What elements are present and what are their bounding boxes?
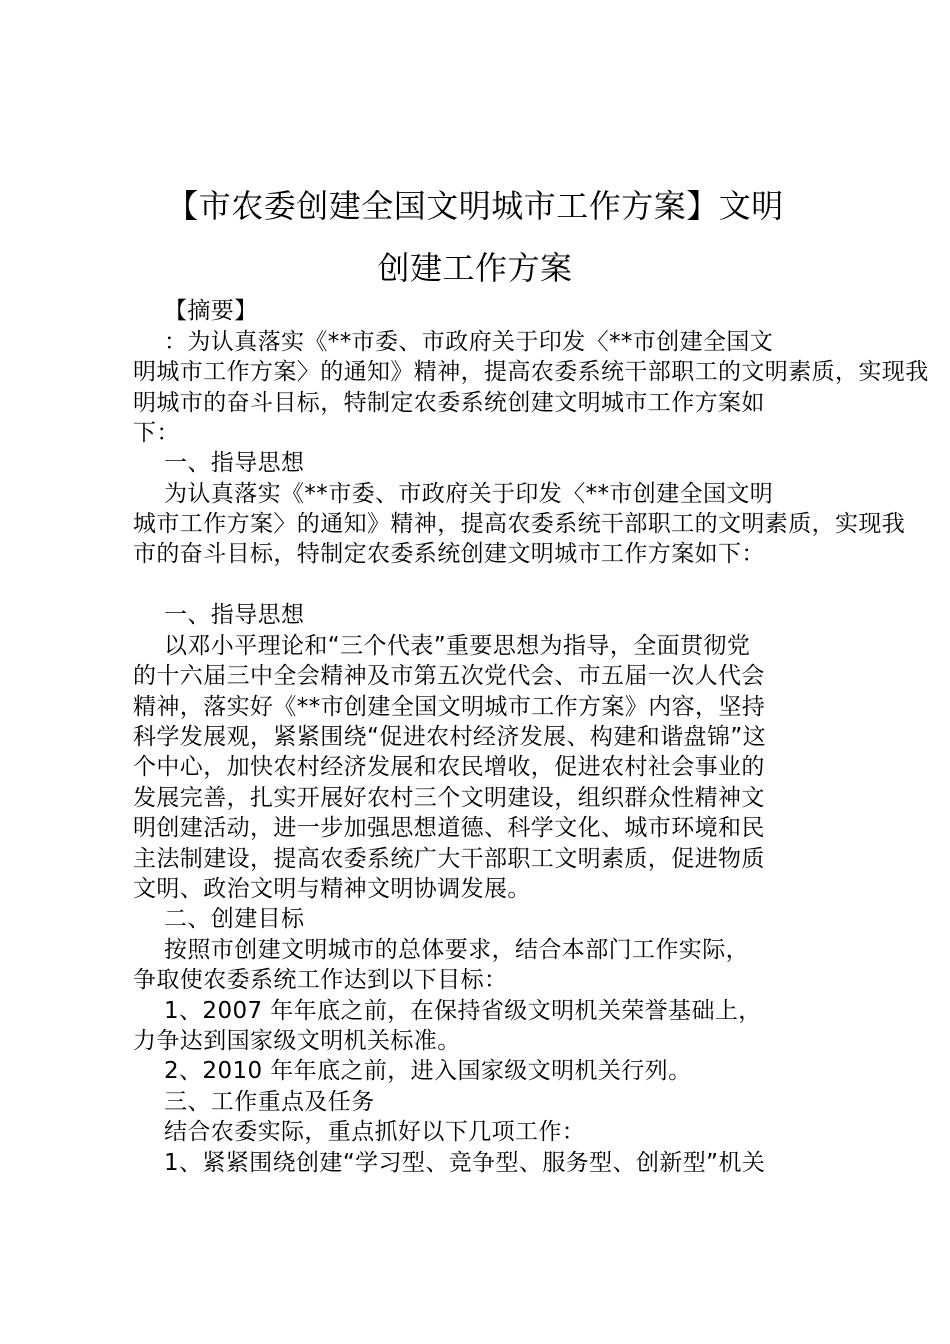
paragraph-line: 发展完善，扎实开展好农村三个文明建设，组织群众性精神文: [133, 785, 765, 811]
paragraph-line: 明创建活动，进一步加强思想道德、科学文化、城市环境和民: [133, 815, 765, 841]
paragraph-line: 的十六届三中全会精神及市第五次党代会、市五届一次人代会: [133, 663, 765, 689]
paragraph-line: 科学发展观，紧紧围绕“促进农村经济发展、构建和谐盘锦”这: [133, 724, 767, 750]
paragraph-line: 结合农委实际，重点抓好以下几项工作：: [164, 1119, 586, 1145]
paragraph-line: 为认真落实《**市委、市政府关于印发〈**市创建全国文明: [164, 481, 774, 507]
abstract-line: ：为认真落实《**市委、市政府关于印发〈**市创建全国文: [164, 329, 774, 355]
abstract-line: 明城市工作方案〉的通知》精神，提高农委系统干部职工的文明素质，实现我: [133, 359, 929, 385]
paragraph-line: 精神，落实好《**市创建全国文明城市工作方案》内容，坚持: [133, 694, 766, 720]
paragraph-line: 以邓小平理论和“三个代表”重要思想为指导，全面贯彻党: [164, 633, 751, 659]
paragraph-line: 争取使农委系统工作达到以下目标：: [133, 967, 508, 993]
section-heading: 一、指导思想: [164, 602, 305, 628]
abstract-line: 下：: [133, 420, 180, 446]
section-heading: 一、指导思想: [164, 450, 305, 476]
section-heading: 二、创建目标: [164, 906, 305, 932]
paragraph-line: 市的奋斗目标，特制定农委系统创建文明城市工作方案如下：: [133, 541, 765, 567]
abstract-heading: 【摘要】: [164, 298, 258, 324]
paragraph-line: 文明、政治文明与精神文明协调发展。: [133, 876, 531, 902]
document-title-line-2: 创建工作方案: [377, 249, 573, 287]
list-item: 2、2010 年年底之前，进入国家级文明机关行列。: [164, 1058, 692, 1084]
paragraph-line: 城市工作方案〉的通知》精神，提高农委系统干部职工的文明素质，实现我: [133, 511, 906, 537]
paragraph-line: 个中心，加快农村经济发展和农民增收，促进农村社会事业的: [133, 754, 765, 780]
paragraph-line: 力争达到国家级文明机关标准。: [133, 1028, 461, 1054]
list-item: 1、2007 年年底之前，在保持省级文明机关荣誉基础上，: [164, 998, 762, 1024]
paragraph-line: 按照市创建文明城市的总体要求，结合本部门工作实际，: [164, 937, 749, 963]
abstract-line: 明城市的奋斗目标，特制定农委系统创建文明城市工作方案如: [133, 390, 765, 416]
list-item: 1、紧紧围绕创建“学习型、竞争型、服务型、创新型”机关: [164, 1150, 766, 1176]
paragraph-line: 主法制建设，提高农委系统广大干部职工文明素质，促进物质: [133, 846, 765, 872]
document-title-line-1: 【市农委创建全国文明城市工作方案】文明: [166, 187, 784, 225]
section-heading: 三、工作重点及任务: [164, 1089, 375, 1115]
